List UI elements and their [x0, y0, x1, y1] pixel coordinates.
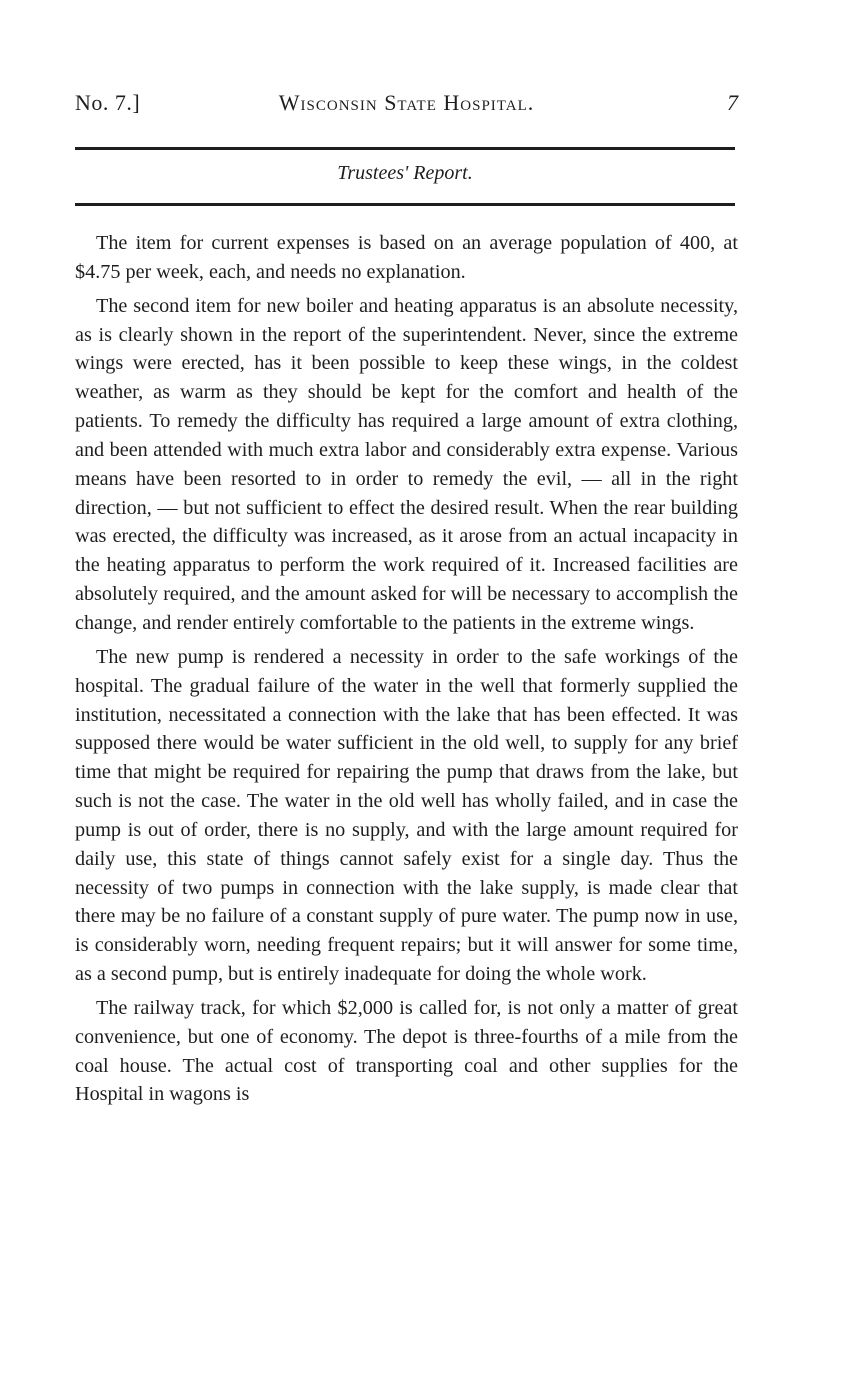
document-number: No. 7.]	[75, 90, 141, 115]
paragraph: The item for current expenses is based on an average population of 400, at $4.75 per week, each, and needs no explanation.	[75, 232, 738, 283]
paragraph: The new pump is rendered a necessity in order to the safe workings of the hospital. The gradual failure of the water in the well that formerly supplied the institution, necessitated a connection with the lake that has been effected. It was supposed there would be water sufficient in the old well, to supply for any brief time that might be required for repairing the pump that draws from the lake, but such is not the case. The water in the old well has wholly failed, and in case the pump is out of order, there is no supply, and with the large amount required for daily use, this state of things cannot safely exist for a single day. Thus the necessity of two pumps in connection with the lake supply, is made clear that there may be no failure of a constant supply of pure water. The pump now in use, is considerably worn, needing frequent repairs; but it will answer for some time, as a second pump, but is entirely inadequate for doing the whole work.	[75, 645, 738, 986]
section-subtitle: Trustees' Report.	[337, 162, 473, 184]
page-number: 7	[727, 90, 738, 115]
body-text	[75, 229, 738, 1109]
running-header	[75, 90, 738, 122]
paragraph: The second item for new boiler and heating apparatus is an absolute necessity, as is clearly shown in the report of the superintendent. Never, since the extreme wings were erected, has it been possible to keep these wings, in the coldest weather, as warm as they should be kept for the comfort and health of the patients. To remedy the difficulty has required a large amount of extra clothing, and been attended with much extra labor and considerably extra expense. Various means have been resorted to in order to remedy the evil, — all in the right direction, — but not sufficient to effect the desired result. When the rear building was erected, the difficulty was increased, as it arose from an actual incapacity in the heating apparatus to perform the work required of it. Increased facilities are absolutely required, and the amount asked for will be necessary to accomplish the change, and render entirely comfortable to the patients in the extreme wings.	[75, 294, 738, 634]
header-rule-top	[75, 147, 735, 150]
running-title: Wisconsin State Hospital.	[278, 90, 535, 115]
header-rule-bottom	[75, 203, 735, 206]
paragraph: The railway track, for which $2,000 is called for, is not only a matter of great convenience, but one of economy. The depot is three-fourths of a mile from the coal house. The actual cost of transporting coal and other supplies for the Hospital in wagons is	[75, 996, 738, 1106]
